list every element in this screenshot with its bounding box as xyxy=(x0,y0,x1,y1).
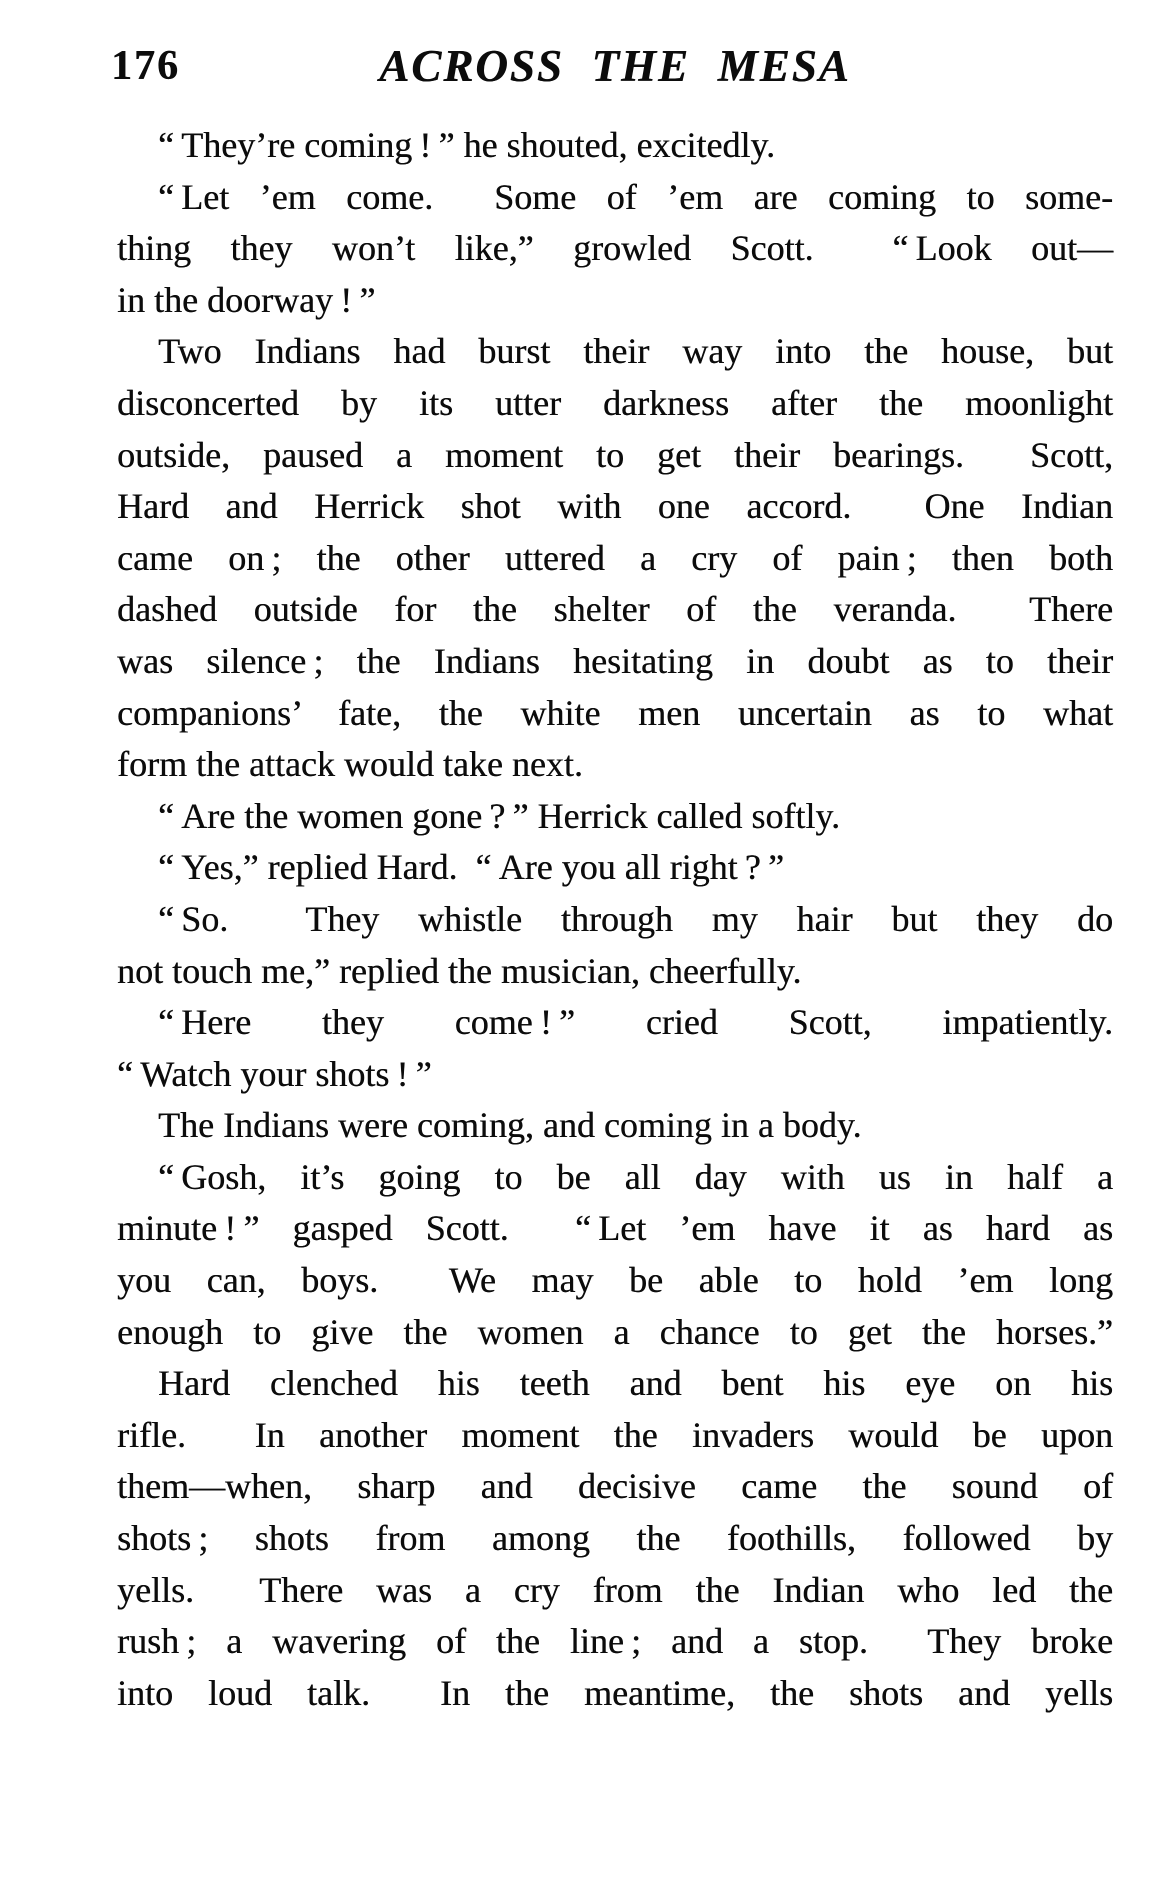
running-header xyxy=(111,40,1113,92)
text-line: them—when, sharp and decisive came the sound of xyxy=(117,1466,1113,1507)
paragraph xyxy=(117,120,1113,172)
text-line: “ Here they come ! ” cried Scott, impatiently. xyxy=(158,1002,1113,1043)
text-line: “ Yes,” replied Hard. “ Are you all right ? ” xyxy=(158,847,784,888)
text-line: dashed outside for the shelter of the veranda. There xyxy=(117,589,1113,630)
text-line: came on ; the other uttered a cry of pain ; then both xyxy=(117,537,1113,578)
text-line: rifle. In another moment the invaders would be upon xyxy=(117,1414,1113,1455)
text-line: Hard and Herrick shot with one accord. One Indian xyxy=(117,486,1113,527)
text-line: rush ; a wavering of the line ; and a stop. They broke xyxy=(117,1621,1113,1662)
text-line: in the doorway ! ” xyxy=(117,279,376,320)
text-line: form the attack would take next. xyxy=(117,744,583,785)
paragraph xyxy=(117,1358,1113,1719)
text-line: “ Gosh, it’s going to be all day with us in half a xyxy=(158,1156,1113,1197)
text-line: “ Watch your shots ! ” xyxy=(117,1053,432,1094)
text-line: disconcerted by its utter darkness after the moonlight xyxy=(117,382,1113,423)
text-line: you can, boys. We may be able to hold ’em long xyxy=(117,1260,1113,1301)
paragraph xyxy=(117,1152,1113,1358)
text-line: thing they won’t like,” growled Scott. “ Look out— xyxy=(117,228,1113,269)
text-line: “ Are the women gone ? ” Herrick called softly. xyxy=(158,795,840,836)
paragraph xyxy=(117,997,1113,1100)
text-line: “ So. They whistle through my hair but they do xyxy=(158,898,1113,939)
paragraph xyxy=(117,791,1113,843)
text-line: yells. There was a cry from the Indian who led the xyxy=(117,1569,1113,1610)
paragraph xyxy=(117,1100,1113,1152)
body-text xyxy=(117,120,1113,1719)
paragraph xyxy=(117,326,1113,790)
text-line: shots ; shots from among the foothills, followed by xyxy=(117,1518,1113,1559)
text-line: “ Let ’em come. Some of ’em are coming to some- xyxy=(158,176,1113,217)
paragraph xyxy=(117,172,1113,327)
text-line: enough to give the women a chance to get the horses.” xyxy=(117,1311,1113,1352)
text-line: minute ! ” gasped Scott. “ Let ’em have it as hard as xyxy=(117,1208,1113,1249)
paragraph xyxy=(117,894,1113,997)
text-line: outside, paused a moment to get their bearings. Scott, xyxy=(117,434,1113,475)
book-title: ACROSS THE MESA xyxy=(379,41,851,91)
page-number: 176 xyxy=(111,43,180,89)
text-line: companions’ fate, the white men uncertain as to what xyxy=(117,692,1113,733)
paragraph xyxy=(117,842,1113,894)
text-line: not touch me,” replied the musician, cheerfully. xyxy=(117,950,802,991)
text-line: The Indians were coming, and coming in a body. xyxy=(158,1105,862,1146)
text-line: into loud talk. In the meantime, the shots and yells xyxy=(117,1672,1113,1713)
text-line: Hard clenched his teeth and bent his eye on his xyxy=(158,1363,1113,1404)
text-line: “ They’re coming ! ” he shouted, excitedly. xyxy=(158,125,776,165)
text-line: Two Indians had burst their way into the house, but xyxy=(158,331,1113,372)
text-line: was silence ; the Indians hesitating in doubt as to their xyxy=(117,640,1113,681)
